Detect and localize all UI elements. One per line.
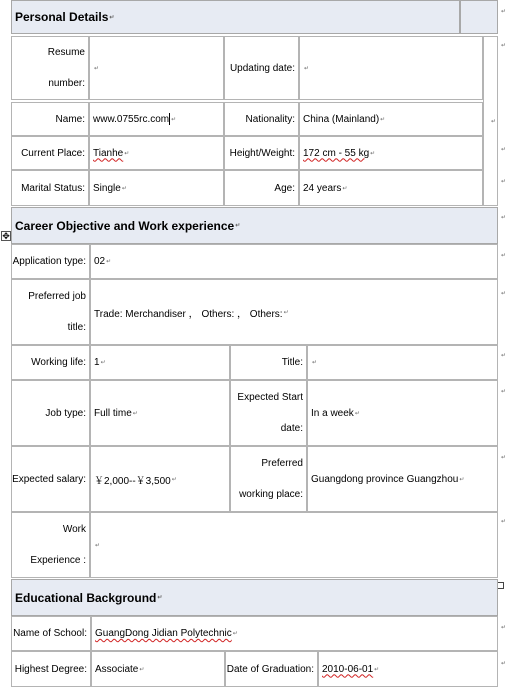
end-of-row-mark: ↵	[501, 43, 507, 49]
nationality-label: Nationality:	[224, 102, 299, 136]
text-cursor	[169, 113, 170, 125]
end-of-row-mark: ↵	[491, 119, 497, 125]
end-of-row-mark: ↵	[501, 291, 507, 297]
application-type-value[interactable]: 02 ↵	[90, 244, 498, 279]
resume-number-value[interactable]: ↵	[89, 36, 224, 100]
marital-status-value[interactable]: Single ↵	[89, 170, 224, 206]
application-type-label: Application type:	[11, 244, 90, 279]
table-move-handle-icon[interactable]: ✥	[2, 231, 10, 241]
end-of-row-mark: ↵	[501, 253, 507, 259]
expected-start-date-label: Expected Start date:	[230, 380, 307, 446]
age-label: Age:	[224, 170, 299, 206]
preferred-job-title-value[interactable]: Trade: Merchandiser ， Others: ， Others: ↵	[90, 279, 498, 345]
end-of-row-mark: ↵	[501, 147, 507, 153]
updating-date-value[interactable]: ↵	[299, 36, 483, 100]
preferred-working-place-value[interactable]: Guangdong province Guangzhou ↵	[307, 446, 498, 512]
nationality-value[interactable]: China (Mainland) ↵	[299, 102, 483, 136]
section-heading-career: Career Objective and Work experience ↵	[11, 207, 498, 244]
name-value[interactable]: www.0755rc.com ↵	[89, 102, 224, 136]
current-place-value[interactable]: Tianhe ↵	[89, 136, 224, 170]
section-heading-filler	[460, 0, 498, 34]
section-heading-education: Educational Background ↵	[11, 579, 498, 616]
end-of-row-mark: ↵	[501, 389, 507, 395]
graduation-label: Date of Graduation:	[225, 651, 318, 687]
title-label: Title:	[230, 345, 307, 380]
end-of-row-mark: ↵	[501, 215, 507, 221]
marital-status-label: Marital Status:	[11, 170, 89, 206]
title-value[interactable]: ↵	[307, 345, 498, 380]
preferred-working-place-label: Preferred working place:	[230, 446, 307, 512]
school-value[interactable]: GuangDong Jidian Polytechnic ↵	[91, 616, 498, 651]
section-heading-text: Educational Background	[15, 590, 157, 605]
end-of-row-mark: ↵	[501, 455, 507, 461]
section-heading-text: Career Objective and Work experience	[15, 218, 235, 233]
end-of-row-mark: ↵	[501, 9, 507, 15]
expected-salary-value[interactable]: ￥2,000--￥3,500 ↵	[90, 446, 230, 512]
end-of-row-mark: ↵	[501, 661, 507, 667]
graduation-value[interactable]: 2010-06-01 ↵	[318, 651, 498, 687]
resume-number-label: Resume number:	[11, 36, 89, 100]
working-life-value[interactable]: 1 ↵	[90, 345, 230, 380]
preferred-job-title-label: Preferred job title:	[11, 279, 90, 345]
height-weight-value[interactable]: 172 cm - 55 kg ↵	[299, 136, 483, 170]
end-of-row-mark: ↵	[501, 353, 507, 359]
work-experience-value[interactable]: ↵	[90, 512, 498, 578]
expected-start-date-value[interactable]: In a week ↵	[307, 380, 498, 446]
height-weight-label: Height/Weight:	[224, 136, 299, 170]
work-experience-label: Work Experience :	[11, 512, 90, 578]
end-of-row-mark: ↵	[501, 179, 507, 185]
working-life-label: Working life:	[11, 345, 90, 380]
expected-salary-label: Expected salary:	[11, 446, 90, 512]
degree-value[interactable]: Associate ↵	[91, 651, 225, 687]
end-of-row-mark: ↵	[501, 625, 507, 631]
name-label: Name:	[11, 102, 89, 136]
end-of-row-mark: ↵	[501, 519, 507, 525]
current-place-label: Current Place:	[11, 136, 89, 170]
section-heading-personal-details: Personal Details ↵	[11, 0, 460, 34]
updating-date-label: Updating date:	[224, 36, 299, 100]
age-value[interactable]: 24 years ↵	[299, 170, 483, 206]
job-type-value[interactable]: Full time ↵	[90, 380, 230, 446]
job-type-label: Job type:	[11, 380, 90, 446]
section-heading-text: Personal Details	[15, 10, 109, 24]
degree-label: Highest Degree:	[11, 651, 91, 687]
table-resize-handle[interactable]	[497, 582, 504, 589]
school-label: Name of School:	[11, 616, 91, 651]
